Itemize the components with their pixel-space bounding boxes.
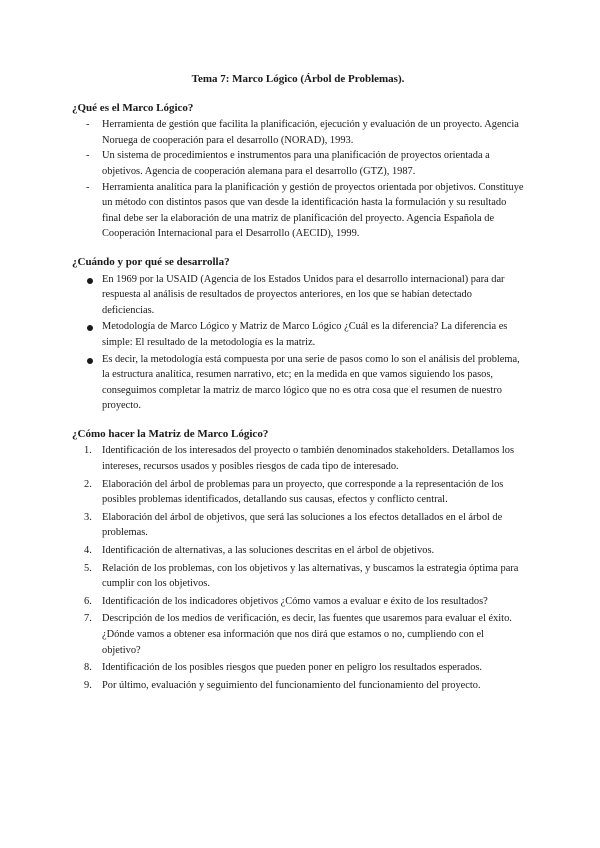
dash-marker-icon: -: [86, 181, 90, 193]
list-item: [72, 678, 524, 694]
list-number: 6.: [84, 595, 92, 607]
list-number: 9.: [84, 679, 92, 691]
list-number: 1.: [84, 445, 92, 457]
list-item: [72, 117, 524, 148]
list-item: [72, 543, 524, 559]
list-item-text: Elaboración del árbol de problemas para un proyecto, que corresponde a la representación de los posibles problemas identificados, detallando sus causas, efectos y conflicto central.: [102, 478, 504, 506]
bullet-icon: [87, 278, 93, 284]
list-item: [72, 561, 524, 592]
list-item: [72, 510, 524, 541]
list-item: [72, 611, 524, 658]
section-how-to: [72, 427, 524, 694]
numbered-list: [72, 443, 524, 693]
section-when-why: [72, 255, 524, 414]
list-item: [72, 272, 524, 319]
list-item: [72, 477, 524, 508]
list-item: [72, 443, 524, 474]
list-item-text: Elaboración del árbol de objetivos, que será las soluciones a los efectos detallados en el árbol de problemas.: [102, 511, 503, 539]
list-item: [72, 660, 524, 676]
section-heading: ¿Cuándo y por qué se desarrolla?: [72, 255, 230, 268]
list-item: [72, 148, 524, 179]
list-item: [72, 594, 524, 610]
document-title: Tema 7: Marco Lógico (Árbol de Problemas).: [191, 73, 405, 85]
list-item-text: Identificación de alternativas, a las soluciones descritas en el árbol de objetivos.: [102, 545, 435, 557]
dash-list: [72, 117, 524, 242]
list-item-text: Relación de los problemas, con los objetivos y las alternativas, y buscamos la estrategia óptima para cumplir con los objetivos.: [102, 562, 519, 590]
list-number: 2.: [84, 478, 92, 490]
list-item-text: Identificación de los interesados del proyecto o también denominados stakeholders. Detallamos los intereses, recursos usados y posibles riesgos de cada tipo de interesado.: [102, 445, 515, 473]
list-item: [72, 180, 524, 242]
list-item-text: Herramienta de gestión que facilita la planificación, ejecución y evaluación de un proyecto. Agencia Noruega de cooperación para el desarrollo (NORAD), 1993.: [102, 119, 519, 146]
list-number: 5.: [84, 562, 92, 574]
dash-marker-icon: -: [86, 119, 90, 131]
list-number: 8.: [84, 662, 92, 674]
list-number: 7.: [84, 613, 92, 625]
list-item-text: Metodología de Marco Lógico y Matriz de Marco Lógico ¿Cuál es la diferencia? La diferencia es simple: El resultado de la metodología es la matriz.: [102, 321, 508, 348]
bullet-icon: [87, 325, 93, 331]
list-item: [72, 319, 524, 350]
section-heading: ¿Cómo hacer la Matriz de Marco Lógico?: [72, 427, 269, 440]
list-item: [72, 352, 524, 414]
list-number: 3.: [84, 511, 92, 523]
bullet-icon: [87, 358, 93, 364]
list-item-text: Es decir, la metodología está compuesta por una serie de pasos como lo son el análisis del problema, la estructura analítica, resumen narrativo, etc; en la medida en que vamos siguiendo los pasos, conseguimos completar la matriz de marco lógico que no es otra cosa que el resumen de nuestro proyecto.: [102, 353, 520, 412]
list-item-text: Descripción de los medios de verificación, es decir, las fuentes que usaremos para evaluar el éxito. ¿Dónde vamos a obtener esa información que nos dirá que estamos o no, cumpliendo con el objetivo?: [102, 613, 512, 656]
list-number: 4.: [84, 545, 92, 557]
bullet-list: [72, 272, 524, 414]
list-item-text: Identificación de los posibles riesgos que pueden poner en peligro los resultados esperados.: [102, 662, 483, 674]
list-item-text: En 1969 por la USAID (Agencia de los Estados Unidos para el desarrollo internacional) para dar respuesta al análisis de resultados de proyectos anteriores, en los que se habían detectado deficiencias.: [102, 273, 505, 316]
section-what-is: [72, 101, 524, 242]
list-item-text: Por último, evaluación y seguimiento del funcionamiento del funcionamiento del proyecto.: [102, 679, 481, 691]
list-item-text: Un sistema de procedimientos e instrumentos para una planificación de proyectos orientada a objetivos. Agencia de cooperación alemana para el desarrollo (GTZ), 1987.: [102, 150, 490, 177]
list-item-text: Herramienta analítica para la planificación y gestión de proyectos orientada por objetivos. Constituye un método con distintos pasos que van desde la identificación hasta la formulación y su resultado final debe ser la elaboración de una matriz de planificación del proyecto. Agencia Española de Cooperación Internacional para el Desarrollo (AECID), 1999.: [102, 181, 524, 240]
dash-marker-icon: -: [86, 150, 90, 162]
section-heading: ¿Qué es el Marco Lógico?: [72, 101, 194, 114]
list-item-text: Identificación de los indicadores objetivos ¿Cómo vamos a evaluar e éxito de los resultados?: [102, 595, 488, 607]
